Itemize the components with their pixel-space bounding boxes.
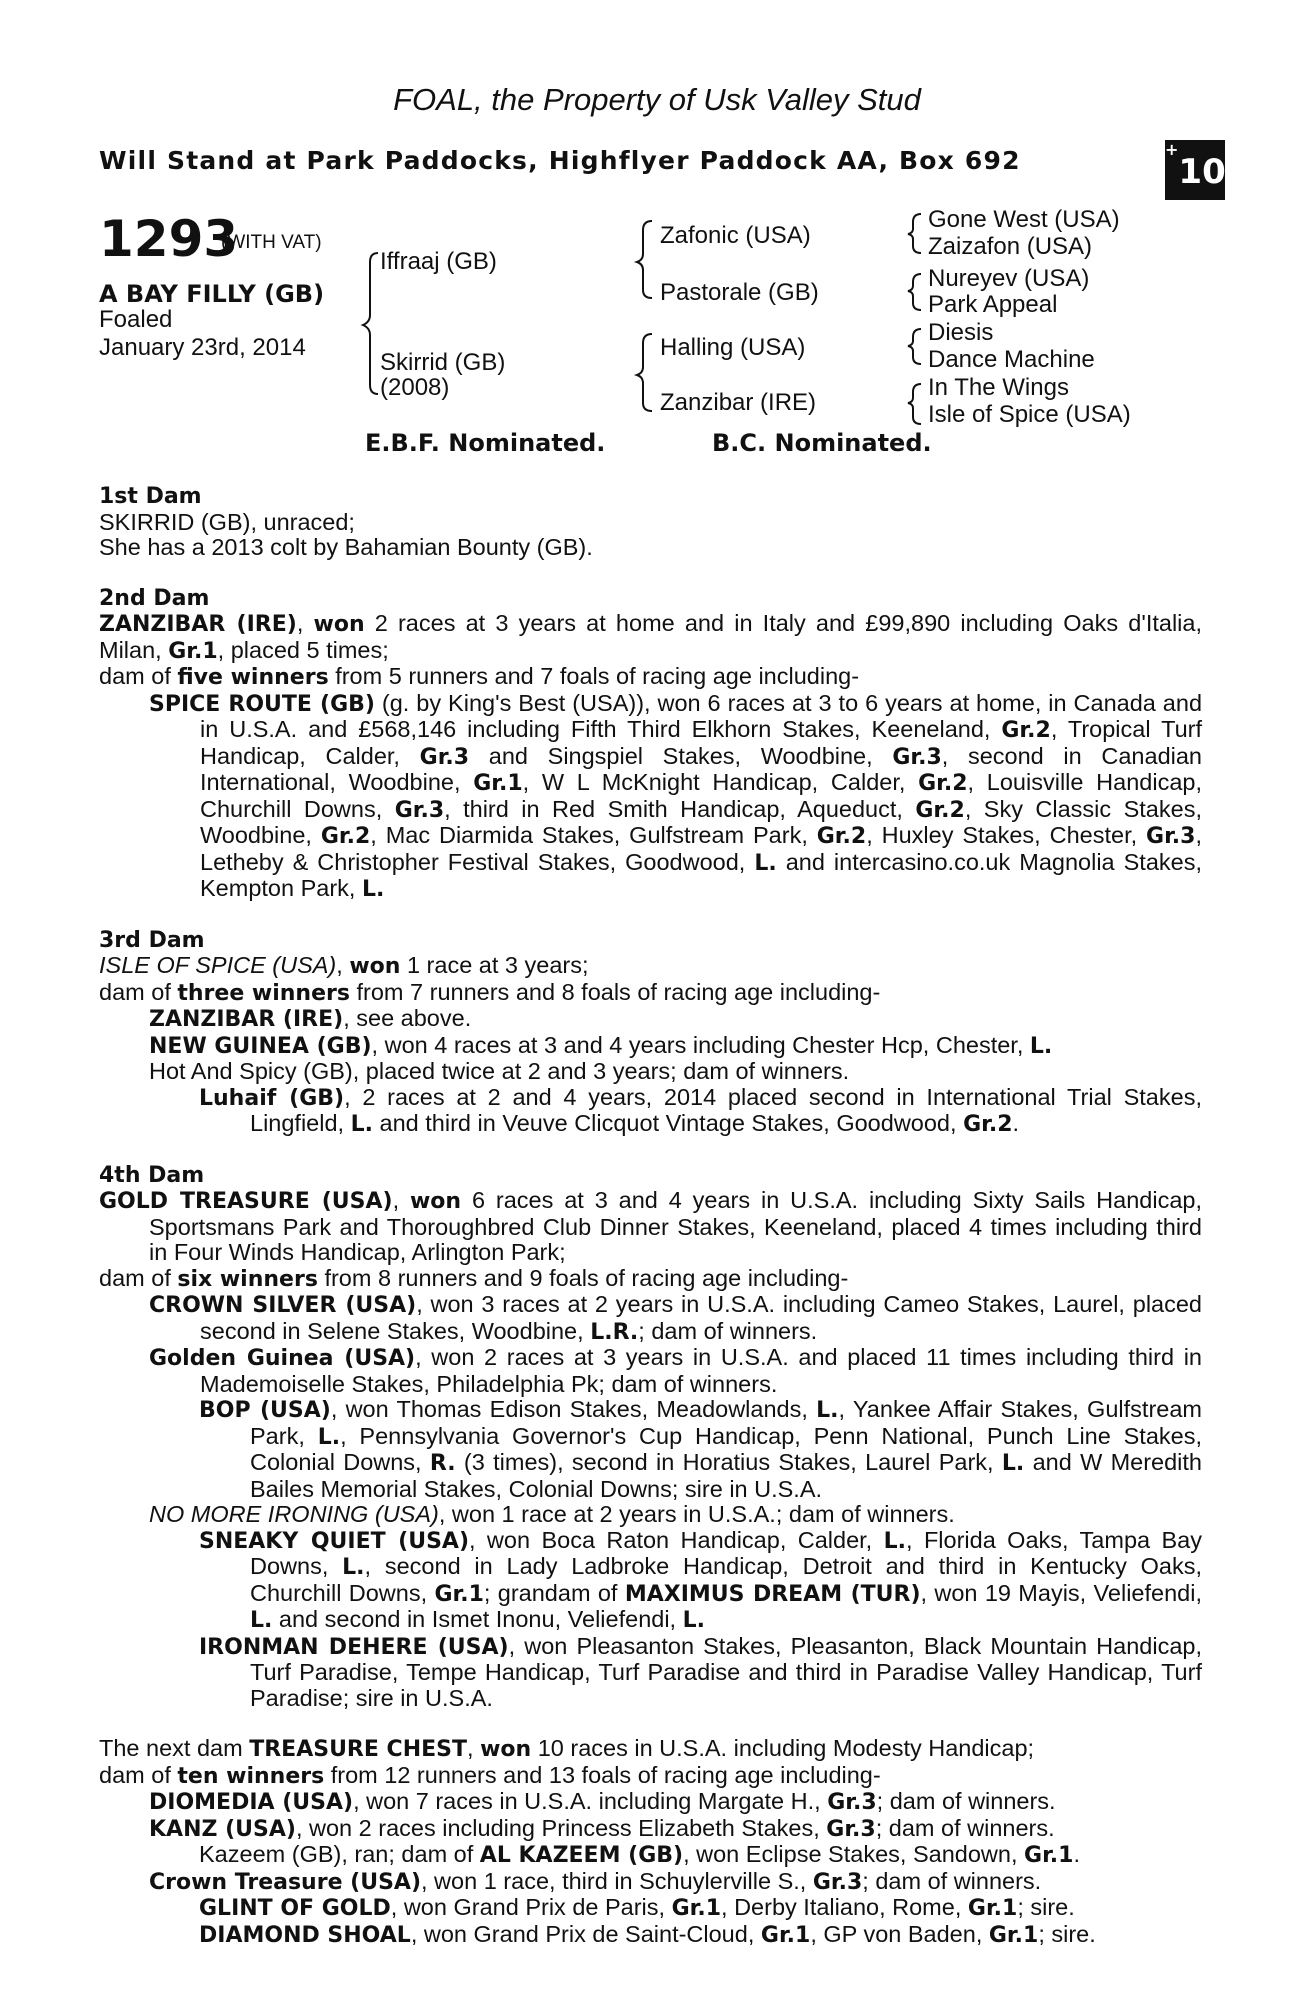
bc-nomination: B.C. Nominated.	[712, 429, 932, 457]
produce-record	[99, 484, 1202, 1948]
hot-and-spicy-entry: Hot And Spicy (GB), placed twice at 2 and 3 years; dam of winners.	[149, 1058, 850, 1084]
foaled-label: Foaled	[99, 306, 173, 333]
pedigree-gen3-1: Gone West (USA)	[928, 206, 1120, 233]
pedigree-sire: Iffraaj (GB)	[380, 248, 497, 275]
fourth-dam-section	[99, 1163, 1202, 1712]
pedigree-dam: Skirrid (GB)	[380, 349, 506, 376]
diomedia-entry: DIOMEDIA (USA), won 7 races in U.S.A. including Margate H., Gr.3; dam of winners.	[149, 1788, 1056, 1815]
fourth-dam-produce: dam of six winners from 8 runners and 9 foals of racing age including-	[99, 1264, 849, 1292]
pedigree-gen3-4: Park Appeal	[928, 291, 1058, 318]
bop-entry: BOP (USA), won Thomas Edison Stakes, Meadowlands, L., Yankee Affair Stakes, Gulfstream Park, L., Pennsylvania Governor's Cup Handicap, Penn National, Punch Line Stakes, Colonial Downs, R. (3 times), second in Horatius Stakes, Laurel Park, L. and W Meredith Bailes Memorial Stakes, Colonial Downs; sire in U.S.A.	[199, 1396, 1203, 1502]
second-dam-section	[99, 586, 1202, 903]
second-dam-produce: dam of five winners from 5 runners and 7 foals of racing age including-	[99, 663, 860, 690]
first-dam-line: SKIRRID (GB), unraced;	[99, 508, 355, 535]
pedigree-gen3-2: Zaizafon (USA)	[928, 233, 1093, 260]
pedigree-dam-dam: Zanzibar (IRE)	[660, 389, 817, 416]
golden-guinea-entry: Golden Guinea (USA), won 2 races at 3 years in U.S.A. and placed 11 times including third in Mademoiselle Stakes, Philadelphia Pk; dam of winners.	[149, 1344, 1202, 1397]
fourth-dam-record: GOLD TREASURE (USA), won 6 races at 3 and 4 years in U.S.A. including Sixty Sails Handicap, Sportsmans Park and Thoroughbred Club Dinner Stakes, Keeneland, placed 4 times including third in Four Winds Handicap, Arlington Park;	[99, 1187, 1202, 1265]
first-dam-heading: 1st Dam	[99, 484, 202, 509]
badge-number: 10	[1178, 152, 1226, 192]
third-dam-produce: dam of three winners from 7 runners and 8 foals of racing age including-	[99, 978, 881, 1006]
second-dam-name: ZANZIBAR (IRE)	[99, 612, 297, 637]
pedigree-gen3-8: Isle of Spice (USA)	[928, 401, 1131, 428]
diamond-shoal-entry: DIAMOND SHOAL, won Grand Prix de Saint-Cloud, Gr.1, GP von Baden, Gr.1; sire.	[199, 1920, 1096, 1948]
pedigree-dam-year: (2008)	[380, 374, 450, 401]
next-dam-section	[99, 1736, 1202, 1948]
third-dam-section	[99, 928, 1202, 1138]
third-dam-heading: 3rd Dam	[99, 927, 205, 953]
luhaif-entry: Luhaif (GB), 2 races at 2 and 4 years, 2014 placed second in International Trial Stakes, Lingfield, L. and third in Veuve Clicquot Vintage Stakes, Goodwood, Gr.2.	[199, 1083, 1202, 1137]
ironman-dehere-entry: IRONMAN DEHERE (USA), won Pleasanton Stakes, Pleasanton, Black Mountain Handicap, Turf Paradise, Tempe Handicap, Turf Paradise and third in Paradise Valley Handicap, Turf Paradise; sire in U.S.A.	[199, 1632, 1203, 1711]
glint-of-gold-entry: GLINT OF GOLD, won Grand Prix de Paris, Gr.1, Derby Italiano, Rome, Gr.1; sire.	[199, 1894, 1075, 1921]
ebf-nomination: E.B.F. Nominated.	[365, 429, 606, 457]
kazeem-entry: Kazeem (GB), ran; dam of AL KAZEEM (GB), won Eclipse Stakes, Sandown, Gr.1.	[199, 1841, 1080, 1868]
third-dam-record: ISLE OF SPICE (USA), won 1 race at 3 years;	[99, 952, 589, 979]
stand-location: Will Stand at Park Paddocks, Highflyer Paddock AA, Box 692	[99, 146, 1021, 175]
pedigree-sire-sire: Zafonic (USA)	[660, 222, 811, 249]
first-dam-produce: She has a 2013 colt by Bahamian Bounty (GB).	[99, 534, 593, 560]
kanz-entry: KANZ (USA), won 2 races including Princess Elizabeth Stakes, Gr.3; dam of winners.	[149, 1814, 1055, 1842]
next-dam-produce: dam of ten winners from 12 runners and 13 foals of racing age including-	[99, 1761, 881, 1789]
crown-treasure-entry: Crown Treasure (USA), won 1 race, third in Schuylerville S., Gr.3; dam of winners.	[149, 1867, 1042, 1895]
second-dam-record: ZANZIBAR (IRE), won 2 races at 3 years at home and in Italy and £99,890 including Oaks d'Italia, Milan, Gr.1, placed 5 times;	[99, 610, 1203, 664]
foaled-date: January 23rd, 2014	[99, 334, 306, 361]
next-dam-record: The next dam TREASURE CHEST, won 10 races in U.S.A. including Modesty Handicap;	[99, 1735, 1035, 1762]
pedigree-sire-dam: Pastorale (GB)	[660, 279, 819, 306]
lot-number: 1293	[99, 210, 239, 268]
vendor-line: FOAL, the Property of Usk Valley Stud	[393, 82, 921, 117]
no-more-ironing-entry: NO MORE IRONING (USA), won 1 race at 2 years in U.S.A.; dam of winners.	[149, 1501, 955, 1527]
pedigree-gen3-5: Diesis	[928, 319, 994, 346]
second-dam-heading: 2nd Dam	[99, 585, 210, 611]
first-dam-section	[99, 484, 1202, 561]
badge-plus: +	[1165, 140, 1179, 159]
sneaky-quiet-entry: SNEAKY QUIET (USA), won Boca Raton Handicap, Calder, L., Florida Oaks, Tampa Bay Downs, L., second in Lady Ladbroke Handicap, Detroit and third in Kentucky Oaks, Churchill Downs, Gr.1; grandam of MAXIMUS DREAM (TUR), won 19 Mayis, Veliefendi, L. and second in Ismet Inonu, Veliefendi, L.	[199, 1526, 1202, 1633]
fourth-dam-heading: 4th Dam	[99, 1162, 205, 1188]
new-guinea-entry: NEW GUINEA (GB), won 4 races at 3 and 4 years including Chester Hcp, Chester, L.	[149, 1031, 1053, 1059]
zanzibar-entry: ZANZIBAR (IRE), see above.	[149, 1005, 472, 1032]
pedigree-gen3-7: In The Wings	[928, 374, 1069, 401]
vat-label: (WITH VAT)	[221, 232, 322, 253]
spice-route-entry: SPICE ROUTE (GB) (g. by King's Best (USA)), won 6 races at 3 to 6 years at home, in Canada and in U.S.A. and £568,146 including Fifth Third Elkhorn Stakes, Keeneland, Gr.2, Tropical Turf Handicap, Calder, Gr.3 and Singspiel Stakes, Woodbine, Gr.3, second in Canadian International, Woodbine, Gr.1, W L McKnight Handicap, Calder, Gr.2, Louisville Handicap, Churchill Downs, Gr.3, third in Red Smith Handicap, Aqueduct, Gr.2, Sky Classic Stakes, Woodbine, Gr.2, Mac Diarmida Stakes, Gulfstream Park, Gr.2, Huxley Stakes, Chester, Gr.3, Letheby & Christopher Festival Stakes, Goodwood, L. and intercasino.co.uk Magnolia Stakes, Kempton Park, L.	[149, 689, 1203, 902]
crown-silver-entry: CROWN SILVER (USA), won 3 races at 2 years in U.S.A. including Cameo Stakes, Laurel, placed second in Selene Stakes, Woodbine, L.R.; dam of winners.	[149, 1291, 1202, 1345]
pedigree-dam-sire: Halling (USA)	[660, 334, 806, 361]
pedigree-gen3-6: Dance Machine	[928, 346, 1095, 373]
pedigree-gen3-3: Nureyev (USA)	[928, 265, 1090, 292]
horse-description: A BAY FILLY (GB)	[99, 280, 325, 308]
